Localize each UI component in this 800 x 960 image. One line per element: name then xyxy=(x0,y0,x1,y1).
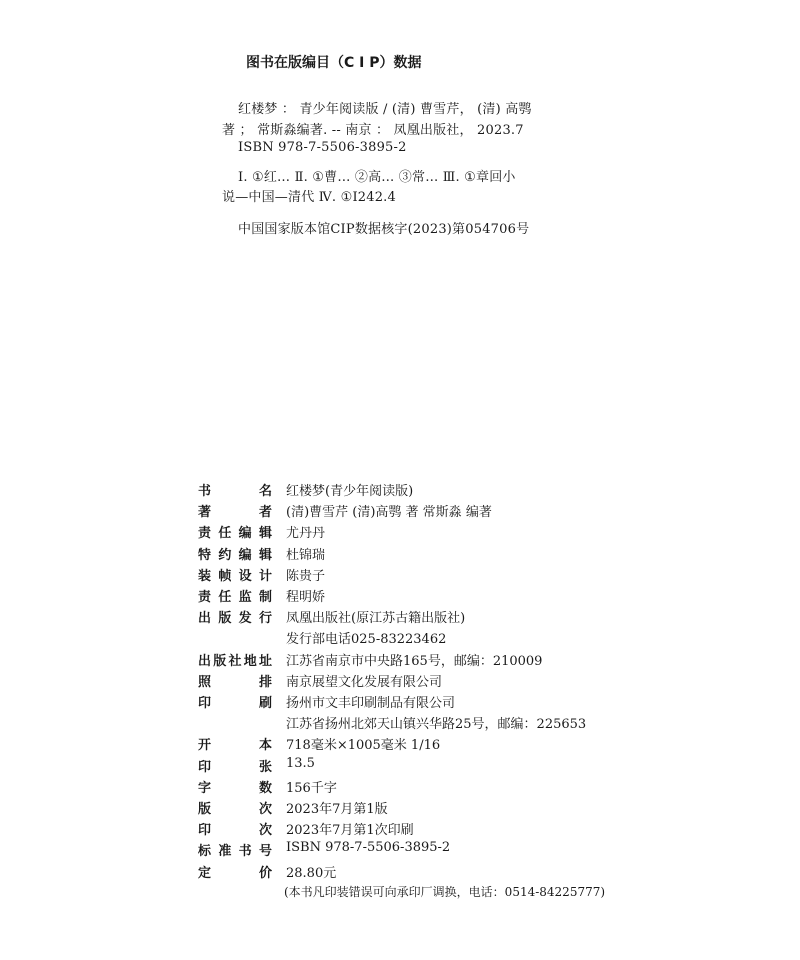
colophon-value: 发行部电话025-83223462 xyxy=(286,632,447,648)
colophon-label xyxy=(198,734,272,753)
colophon-label-char: 次 xyxy=(258,802,272,817)
colophon-label xyxy=(198,862,272,881)
colophon-value: 尤丹丹 xyxy=(286,526,326,542)
colophon-label-char: 印 xyxy=(198,696,212,711)
colophon-label-char: 数 xyxy=(258,780,272,796)
colophon-label-char: 版 xyxy=(218,611,232,627)
colophon-label-char: 版 xyxy=(198,802,212,817)
colophon-label-char: 号 xyxy=(258,844,272,860)
colophon-value: 2023年7月第1版 xyxy=(286,802,388,817)
colophon-label xyxy=(198,798,272,817)
colophon-label-char: 本 xyxy=(258,738,272,754)
colophon-value: ISBN 978-7-5506-3895-2 xyxy=(286,840,451,856)
colophon-label xyxy=(198,671,272,690)
colophon-value: 2023年7月第1次印刷 xyxy=(286,823,414,839)
colophon-value: 28.80元 xyxy=(286,865,337,881)
colophon-label-char: 开 xyxy=(198,738,212,754)
colophon-value: 南京展望文化发展有限公司 xyxy=(286,674,443,690)
colophon-label-char: 制 xyxy=(258,590,272,605)
cip-line-isbn: ISBN 978-7-5506-3895-2 xyxy=(238,140,407,155)
colophon-value: 红楼梦(青少年阅读版) xyxy=(286,484,414,499)
colophon-label xyxy=(198,480,272,499)
colophon-label-char: 责 xyxy=(198,590,212,605)
colophon-value: (清)曹雪芹 (清)高鹗 著 常斯淼 编著 xyxy=(286,505,492,521)
colophon-label-char: 计 xyxy=(258,568,272,584)
colophon-label xyxy=(198,607,272,626)
cip-line-authors: 著 ； 常斯淼编著. -- 南京 ： 凤凰出版社， 2023.7 xyxy=(222,123,524,138)
colophon-value: 杜锦瑞 xyxy=(286,547,326,563)
colophon-label-char: 帧 xyxy=(218,568,232,584)
colophon-label-char: 出 xyxy=(198,611,212,627)
colophon-label xyxy=(198,586,272,605)
colophon-label-char: 辑 xyxy=(258,547,272,563)
colophon-value: 程明娇 xyxy=(286,590,326,605)
colophon-label-char: 印 xyxy=(198,759,212,775)
colophon-value: 156千字 xyxy=(286,780,337,796)
colophon-label-char: 约 xyxy=(218,547,232,563)
colophon-label xyxy=(198,840,272,859)
colophon-label-char: 特 xyxy=(198,547,212,563)
colophon-label-char: 社 xyxy=(228,653,242,669)
colophon-label-char: 书 xyxy=(198,484,212,499)
colophon-label-char: 著 xyxy=(198,505,212,521)
colophon-label-char: 编 xyxy=(238,526,252,542)
colophon-label-char: 张 xyxy=(258,759,272,775)
colophon-label-char: 发 xyxy=(238,611,252,627)
colophon-label xyxy=(198,650,272,669)
colophon-label xyxy=(198,501,272,520)
colophon-value: 13.5 xyxy=(286,755,315,771)
colophon-value: 江苏省扬州北郊天山镇兴华路25号，邮编：225653 xyxy=(286,717,587,733)
colophon-label-char: 监 xyxy=(238,590,252,605)
colophon-label-char: 设 xyxy=(238,568,252,584)
colophon-label-char: 排 xyxy=(258,674,272,690)
colophon-label-char: 行 xyxy=(258,611,272,627)
colophon-label-char: 刷 xyxy=(258,696,272,711)
colophon-label-char: 辑 xyxy=(258,526,272,542)
colophon-label-char: 任 xyxy=(218,526,232,542)
colophon-label-char: 价 xyxy=(258,865,272,881)
colophon-label-char: 照 xyxy=(198,674,212,690)
colophon-label-char: 字 xyxy=(198,780,212,796)
colophon-value: 718毫米×1005毫米 1/16 xyxy=(286,738,441,754)
colophon-label-char: 地 xyxy=(243,653,257,669)
colophon-label-char: 次 xyxy=(258,823,272,839)
colophon-value: 陈贵子 xyxy=(286,568,326,584)
colophon-label-char: 责 xyxy=(198,526,212,542)
colophon-label xyxy=(198,756,272,775)
colophon-label-char: 定 xyxy=(198,865,212,881)
colophon-label-char: 书 xyxy=(238,844,252,860)
colophon-label-char: 者 xyxy=(258,505,272,521)
colophon-note: (本书凡印装错误可向承印厂调换，电话：0514-84225777) xyxy=(284,884,606,899)
colophon-label-char: 版 xyxy=(213,653,227,669)
colophon-label-char: 出 xyxy=(198,653,212,669)
colophon-value: 扬州市文丰印刷制品有限公司 xyxy=(286,696,456,711)
colophon-label-char: 编 xyxy=(238,547,252,563)
cip-line-title: 红楼梦 ： 青少年阅读版 / (清) 曹雪芹， (清) 高鹗 xyxy=(238,102,532,117)
colophon-label-char: 印 xyxy=(198,823,212,839)
colophon-label-char: 准 xyxy=(218,844,232,860)
colophon-label xyxy=(198,544,272,563)
colophon-label xyxy=(198,522,272,541)
colophon-label xyxy=(198,692,272,711)
cip-line-classification: 说—中国—清代 Ⅳ. ①I242.4 xyxy=(222,190,396,205)
cip-heading: 图书在版编目（C I P）数据 xyxy=(246,55,422,71)
cip-line-subjects: Ⅰ. ①红… Ⅱ. ①曹… ②高… ③常… Ⅲ. ①章回小 xyxy=(238,170,516,185)
colophon-value: 江苏省南京市中央路165号，邮编：210009 xyxy=(286,653,543,669)
colophon-label-char: 址 xyxy=(258,653,272,669)
colophon-label xyxy=(198,777,272,796)
colophon-value: 凤凰出版社(原江苏古籍出版社) xyxy=(286,611,466,627)
colophon-label xyxy=(198,819,272,838)
colophon-label-char: 名 xyxy=(258,484,272,499)
colophon-label-char: 标 xyxy=(198,844,212,860)
cip-line-record-number: 中国国家版本馆CIP数据核字(2023)第054706号 xyxy=(238,222,530,237)
colophon-label-char: 装 xyxy=(198,568,212,584)
colophon-label-char: 任 xyxy=(218,590,232,605)
colophon-label xyxy=(198,565,272,584)
